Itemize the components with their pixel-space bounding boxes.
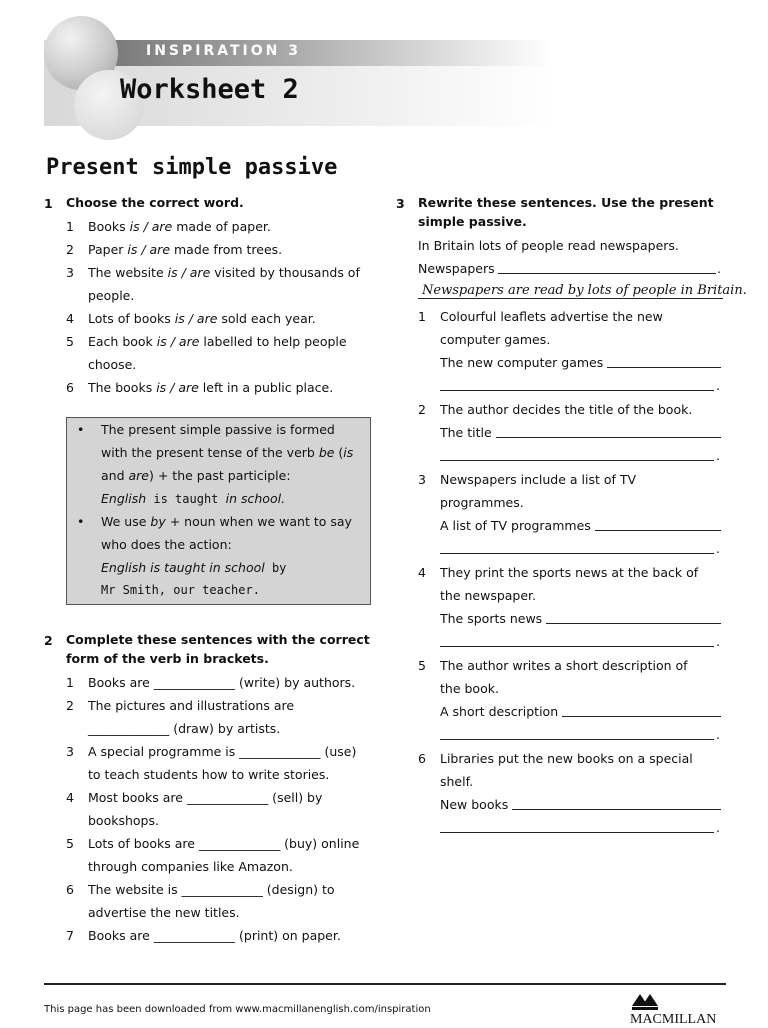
- answer-line[interactable]: [595, 530, 721, 531]
- item-number: 5: [66, 334, 74, 349]
- answer-line[interactable]: [440, 832, 714, 833]
- answer-line[interactable]: [607, 367, 721, 368]
- bullet: •: [77, 514, 85, 529]
- list-item: The website is _____________ (design) to: [88, 882, 335, 897]
- list-item: Most books are _____________ (sell) by: [88, 790, 323, 805]
- series-title: INSPIRATION 3: [146, 43, 301, 59]
- list-item: Newspapers include a list of TV: [440, 472, 637, 487]
- list-item: The author decides the title of the book.: [440, 402, 693, 417]
- macmillan-logo: [630, 992, 726, 1028]
- answer-line[interactable]: [562, 716, 721, 717]
- list-item: Colourful leaflets advertise the new: [440, 309, 663, 324]
- word-choice[interactable]: is / are: [174, 311, 218, 326]
- list-item: Books are _____________ (write) by authors.: [88, 675, 356, 690]
- grammar-line: The present simple passive is formed: [101, 422, 335, 437]
- item-number: 4: [66, 311, 74, 326]
- exercise-instruction: Complete these sentences with the correct form of the verb in brackets.: [66, 632, 370, 666]
- list-item: Each book is / are labelled to help people: [88, 334, 347, 349]
- list-item-continued: choose.: [88, 357, 137, 372]
- list-item-continued: through companies like Amazon.: [88, 859, 293, 874]
- grammar-line: who does the action:: [101, 537, 232, 552]
- answer-line[interactable]: [440, 390, 714, 391]
- item-number: 5: [418, 658, 426, 673]
- item-number: 2: [66, 698, 74, 713]
- list-item: A special programme is _____________ (use): [88, 744, 357, 759]
- list-item-continued: the newspaper.: [440, 588, 537, 603]
- answer-line[interactable]: [440, 460, 714, 461]
- example-answer: Newspapers are read by lots of people in Britain.: [422, 283, 747, 298]
- list-item-continued: people.: [88, 288, 135, 303]
- item-number: 1: [66, 219, 74, 234]
- grammar-example: Mr Smith, our teacher.: [101, 583, 260, 597]
- list-item-continued: computer games.: [440, 332, 551, 347]
- exercise-instruction: Choose the correct word.: [66, 195, 244, 210]
- item-number: 2: [66, 242, 74, 257]
- item-number: 6: [418, 751, 426, 766]
- word-choice[interactable]: is / are: [156, 380, 199, 395]
- macmillan-logo-icon: [630, 992, 726, 1024]
- word-choice[interactable]: is / are: [129, 219, 173, 234]
- list-item: Lots of books is / are sold each year.: [88, 311, 316, 326]
- period: .: [716, 634, 720, 649]
- list-item-continued: the book.: [440, 681, 499, 696]
- item-number: 5: [66, 836, 74, 851]
- list-item: Lots of books are _____________ (buy) online: [88, 836, 360, 851]
- list-item: The books is / are left in a public place.: [88, 380, 334, 395]
- exercise-number: 1: [44, 196, 53, 211]
- item-number: 3: [418, 472, 426, 487]
- list-item-continued: advertise the new titles.: [88, 905, 240, 920]
- answer-prompt: A short description: [440, 704, 559, 719]
- item-number: 4: [66, 790, 74, 805]
- example-prompt: Newspapers: [418, 261, 495, 276]
- item-number: 1: [66, 675, 74, 690]
- list-item-continued: to teach students how to write stories.: [88, 767, 330, 782]
- answer-prompt: New books: [440, 797, 509, 812]
- item-number: 3: [66, 265, 74, 280]
- exercise-instruction: Rewrite these sentences. Use the present simple passive.: [418, 195, 714, 229]
- answer-line: [418, 298, 723, 299]
- word-choice[interactable]: is / are: [167, 265, 211, 280]
- svg-text:MACMILLAN: MACMILLAN: [630, 1012, 717, 1024]
- item-number: 1: [418, 309, 426, 324]
- page-title: Present simple passive: [46, 155, 338, 180]
- grammar-box: [66, 417, 371, 605]
- period: .: [716, 541, 720, 556]
- list-item: The pictures and illustrations are: [88, 698, 295, 713]
- grammar-line: We use by + noun when we want to say: [101, 514, 352, 529]
- answer-line: [498, 273, 716, 274]
- example-sentence: In Britain lots of people read newspapers.: [418, 238, 679, 253]
- item-number: 6: [66, 882, 74, 897]
- period: .: [716, 448, 720, 463]
- item-number: 2: [418, 402, 426, 417]
- answer-line[interactable]: [440, 646, 714, 647]
- item-number: 6: [66, 380, 74, 395]
- word-choice[interactable]: is / are: [127, 242, 171, 257]
- exercise-number: 3: [396, 196, 405, 211]
- grammar-example: English is taught in school.: [101, 491, 286, 506]
- item-number: 4: [418, 565, 426, 580]
- footer-text: This page has been downloaded from www.macmillanenglish.com/inspiration: [44, 1004, 431, 1015]
- list-item-continued: shelf.: [440, 774, 474, 789]
- answer-line[interactable]: [496, 437, 721, 438]
- item-number: 7: [66, 928, 74, 943]
- answer-prompt: The new computer games: [440, 355, 604, 370]
- period: .: [716, 820, 720, 835]
- list-item: Books are _____________ (print) on paper.: [88, 928, 341, 943]
- list-item: Libraries put the new books on a special: [440, 751, 693, 766]
- item-number: 3: [66, 744, 74, 759]
- list-item: Paper is / are made from trees.: [88, 242, 283, 257]
- bullet: •: [77, 422, 85, 437]
- list-item: The website is / are visited by thousands of: [88, 265, 360, 280]
- word-choice[interactable]: is / are: [156, 334, 200, 349]
- list-item: They print the sports news at the back of: [440, 565, 699, 580]
- footer-rule: [44, 983, 726, 985]
- period: .: [716, 727, 720, 742]
- list-item: The author writes a short description of: [440, 658, 688, 673]
- answer-line[interactable]: [512, 809, 721, 810]
- period: .: [717, 261, 721, 276]
- answer-prompt: The sports news: [440, 611, 543, 626]
- list-item-continued: programmes.: [440, 495, 524, 510]
- exercise-number: 2: [44, 633, 53, 648]
- list-item-continued: bookshops.: [88, 813, 159, 828]
- grammar-line: and are) + the past participle:: [101, 468, 291, 483]
- answer-line[interactable]: [546, 623, 721, 624]
- answer-prompt: A list of TV programmes: [440, 518, 591, 533]
- list-item-continued: _____________ (draw) by artists.: [88, 721, 281, 736]
- grammar-example: English is taught in school by: [101, 560, 287, 575]
- answer-line[interactable]: [440, 739, 714, 740]
- grammar-line: with the present tense of the verb be (is: [101, 445, 354, 460]
- period: .: [716, 378, 720, 393]
- worksheet-title: Worksheet 2: [120, 74, 299, 105]
- answer-line[interactable]: [440, 553, 714, 554]
- answer-prompt: The title: [440, 425, 492, 440]
- list-item: Books is / are made of paper.: [88, 219, 271, 234]
